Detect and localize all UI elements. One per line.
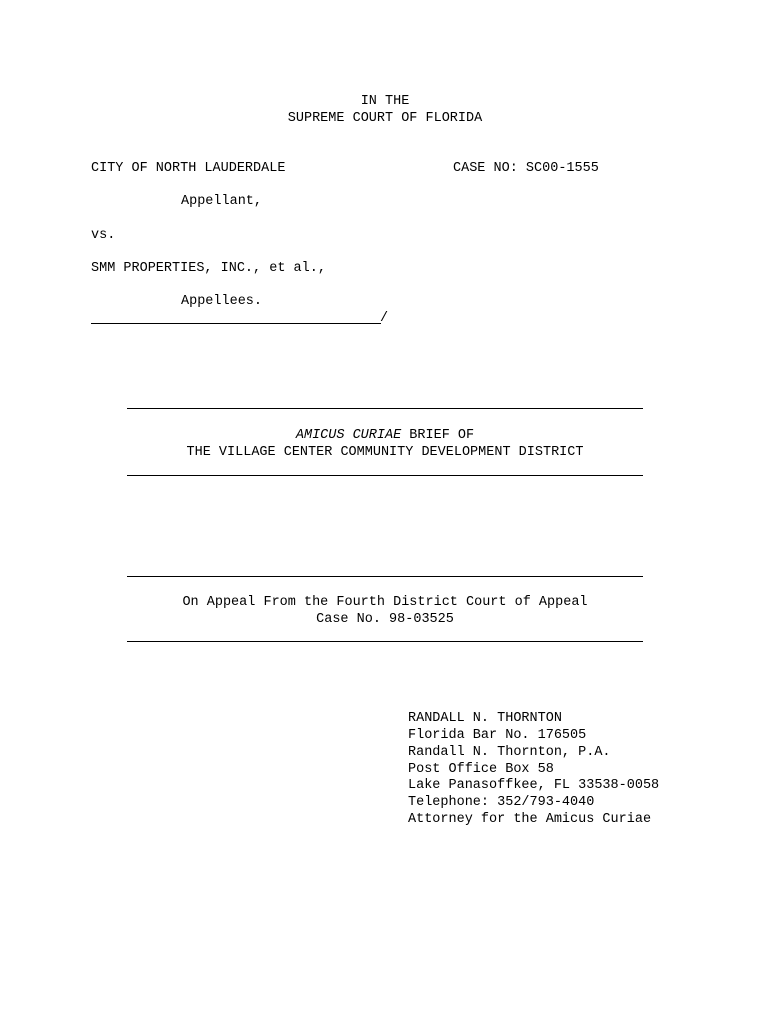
court-heading-line2: SUPREME COURT OF FLORIDA xyxy=(287,111,483,126)
appeal-line1: On Appeal From the Fourth District Court of Appeal xyxy=(182,595,588,610)
amicus-curiae-italic: AMICUS CURIAE xyxy=(295,428,402,443)
appeal-rule-top xyxy=(127,576,643,577)
brief-of-text: BRIEF OF xyxy=(401,428,475,443)
counsel-address-line1: Post Office Box 58 xyxy=(408,762,554,777)
counsel-name: RANDALL N. THORNTON xyxy=(408,711,562,726)
counsel-address-line2: Lake Panasoffkee, FL 33538-0058 xyxy=(408,778,660,793)
appellee-role: Appellees. xyxy=(181,294,263,309)
appellant-name: CITY OF NORTH LAUDERDALE xyxy=(91,161,286,176)
counsel-role: Attorney for the Amicus Curiae xyxy=(408,812,652,827)
appeal-line2: Case No. 98-03525 xyxy=(316,612,454,627)
appeal-rule-bottom xyxy=(127,641,643,642)
counsel-telephone: Telephone: 352/793-4040 xyxy=(408,795,595,810)
appellee-name: SMM PROPERTIES, INC., et al., xyxy=(91,261,326,276)
counsel-firm: Randall N. Thornton, P.A. xyxy=(408,745,611,760)
caption-rule-slash: / xyxy=(380,311,389,326)
caption-rule xyxy=(91,323,381,324)
versus: vs. xyxy=(91,228,116,243)
brief-title-rule-top xyxy=(127,408,643,409)
brief-title-rule-bottom xyxy=(127,475,643,476)
brief-title-line2: THE VILLAGE CENTER COMMUNITY DEVELOPMENT DISTRICT xyxy=(186,445,584,460)
court-heading-line1: IN THE xyxy=(360,94,410,109)
brief-title-line1 xyxy=(0,427,770,444)
appellant-role: Appellant, xyxy=(181,194,263,209)
case-number: CASE NO: SC00-1555 xyxy=(453,161,599,176)
counsel-bar-number: Florida Bar No. 176505 xyxy=(408,728,587,743)
